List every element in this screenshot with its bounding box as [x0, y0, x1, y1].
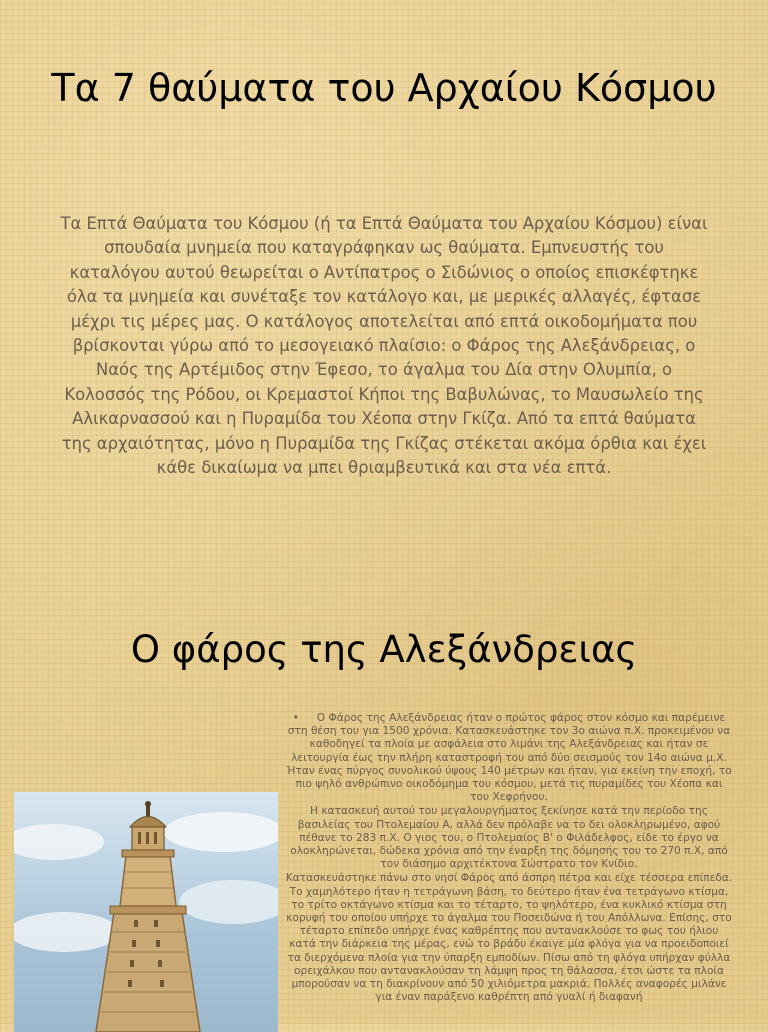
intro-paragraph: Τα Επτά Θαύματα του Κόσμου (ή τα Επτά Θαύματα του Αρχαίου Κόσμου) είναι σπουδαία μνημεία που καταγράφηκαν ως θαύματα. Εμπνευστής του καταλόγου αυτού θεωρείται ο Αντίπατρος ο Σιδώνιος ο οποίος επισκέφτηκε όλα τα μνημεία και συνέταξε τον κατάλογο και, με μερικές αλλαγές, έφτασε μέχρι τις μέρες μας. Ο κατάλογος αποτελείται από επτά οικοδομήματα που βρίσκονται γύρω από το μεσογειακό πλαίσιο: ο Φάρος της Αλεξάνδρειας, ο Ναός της Αρτέμιδος στην Έφεσο, το άγαλμα του Δία στην Ολυμπία, ο Κολοσσός της Ρόδου, οι Κρεμαστοί Κήποι της Βαβυλώνας, το Μαυσωλείο της Αλικαρνασσού και η Πυραμίδα του Χέοπα στην Γκίζα. Από τα επτά θαύματα της αρχαιότητας, μόνο η Πυραμίδα της Γκίζας στέκεται ακόμα όρθια και έχει κάθε δικαίωμα να μπει θριαμβευτικά και στα νέα επτά.: [60, 214, 708, 478]
body-paragraph-1: [285, 712, 733, 804]
page-title: Τα 7 θαύματα του Αρχαίου Κόσμου: [51, 66, 717, 110]
lighthouse-image: [14, 792, 278, 1032]
lighthouse-description: [285, 712, 733, 1005]
section-title: Ο φάρος της Αλεξάνδρειας: [130, 628, 638, 671]
lighthouse-icon: [14, 792, 278, 1032]
body-paragraph-2: Η κατασκευή αυτού του μεγαλουργήματος ξεκίνησε κατά την περίοδο της βασιλείας του Πτολεμαίου Α, αλλά δεν πρόλαβε να το δει ολοκληρωμένο, αφού πέθανε το 283 π.Χ. Ο γιος του, ο Πτολεμαίος Β' ο Φιλάδελφος, είδε το έργο να ολοκληρώνεται, δώδεκα χρόνια από την έναρξη της δόμησής του το 270 π.Χ, από τον διάσημο αρχιτέκτονα Σώστρατο τον Κνίδιο.: [290, 805, 728, 871]
paragraph-text: Ο Φάρος της Αλεξάνδρειας ήταν ο πρώτος φάρος στον κόσμο και παρέμεινε στη θέση του για 1500 χρόνια. Κατασκευάστηκε τον 3ο αιώνα π.Χ. προκειμένου να καθοδηγεί τα πλοία με ασφάλεια στο λιμάνι της Αλεξάνδρειας και ήταν σε λειτουργία έως την πλήρη καταστροφή του από δύο σεισμούς τον 14ο αιώνα μ.Χ. Ήταν ένας πύργος συνολικού ύψους 140 μέτρων και ήταν, για εκείνη την εποχή, το πιο ψηλό ανθρώπινο οικοδόμημα του κόσμου, μετά τις πυραμίδες του Χέοπα και του Χεφρήνου.: [286, 712, 732, 804]
bullet-icon: •: [292, 712, 299, 724]
body-paragraph-3: Κατασκευάστηκε πάνω στο νησί Φάρος από άσπρη πέτρα και είχε τέσσερα επίπεδα. Το χαμηλότερο ήταν η τετράγωνη βάση, το δεύτερο ήταν ένα τετράγωνο κτίσμα, το τρίτο οκτάγωνο κτίσμα και το τέταρτο, το ψηλότερο, ένα κυκλικό κτίσμα στη κορυφή του οποίου υπήρχε το άγαλμα του Ποσειδώνα ή του Απόλλωνα. Επίσης, στο τέταρτο επίπεδο υπήρχε ένας καθρέπτης που αντανακλούσε το φως του ήλιου κατά την διάρκεια της μέρας, ενώ το βράδυ έκαιγε μία φλόγα για να προειδοποιεί τα διερχόμενα πλοία για την ύπαρξη εμποδίων. Πίσω από τη φλόγα υπήρχαν φύλλα ορειχάλκου που αντανακλούσαν τη λάμψη προς τη θάλασσα, έτσι ώστε τα πλοία μπορούσαν να τη διακρίνουν από 50 χιλιόμετρα μακριά. Πολλές αναφορές μιλάνε για έναν παράξενο καθρέπτη από γυαλί ή διαφανή: [285, 872, 733, 1004]
